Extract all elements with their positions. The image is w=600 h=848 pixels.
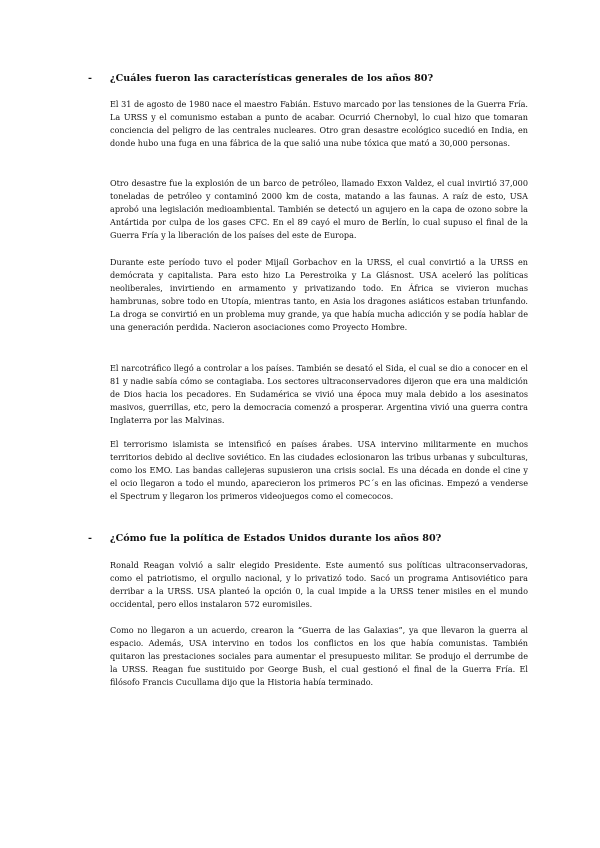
question-heading-text: ¿Cuáles fueron las características generales de los años 80? — [110, 73, 434, 84]
paragraph: Durante este período tuvo el poder Mijaíl Gorbachov en la URSS, el cual convirtió a la URSS en demócrata y capitalista. Para esto hizo La Perestroika y La Glásnost. USA aceleró las políticas neoliberales, invirtiendo en armamento y privatizando todo. En África se vivieron muchas hambrunas, sobre todo en Utopía, mientras tanto, en Asia los dragones asiáticos estaban triunfando. La droga se convirtió en un problema muy grande, ya que había mucha adicción y se podía hablar de una generación perdida. Nacieron asociaciones como Proyecto Hombre. — [110, 257, 528, 333]
paragraph: Ronald Reagan volvió a salir elegido Presidente. Este aumentó sus políticas ultraconservadoras, como el patriotismo, el orgullo nacional, y lo privatizó todo. Sacó un programa Antisoviético para derribar a la URSS. USA planteó la opción 0, la cual impide a la URSS tener misiles en el mundo occidental, pero ellos instalaron 572 euromisiles. — [110, 560, 528, 610]
bullet-dash: - — [88, 533, 92, 544]
paragraph: El terrorismo islamista se intensificó en países árabes. USA intervino militarmente en muchos territorios debido al declive soviético. En las ciudades eclosionaron las tribus urbanas y subculturas, como los EMO. Las bandas callejeras supusieron una crisis social. Es una década en donde el cine y el ocio llegaron a todo el mundo, aparecieron los primeros PC´s en las oficinas. Empezó a venderse el Spectrum y llegaron los primeros videojuegos como el comecocos. — [110, 439, 528, 502]
paragraph: Otro desastre fue la explosión de un barco de petróleo, llamado Exxon Valdez, el cual invirtió 37,000 toneladas de petróleo y contaminó 2000 km de costa, matando a las faunas. A raíz de esto, USA aprobó una legislación medioambiental. También se detectó un agujero en la capa de ozono sobre la Antártida por culpa de los gases CFC. En el 89 cayó el muro de Berlín, lo cual supuso el final de la Guerra Fría y la liberación de los países del este de Europa. — [110, 178, 528, 241]
question-heading-text: ¿Cómo fue la política de Estados Unidos durante los años 80? — [110, 533, 442, 544]
paragraph: Como no llegaron a un acuerdo, crearon la “Guerra de las Galaxias”, ya que llevaron la guerra al espacio. Además, USA intervino en todos los conflictos en los que había comunistas. También quitaron las prestaciones sociales para aumentar el presupuesto militar. Se produjo el derrumbe de la URSS. Reagan fue sustituido por George Bush, el cual gestionó el final de la Guerra Fría. El filósofo Francis Cucullama dijo que la Historia había terminado. — [110, 625, 528, 688]
paragraph: El narcotráfico llegó a controlar a los países. También se desató el Sida, el cual se dio a conocer en el 81 y nadie sabía cómo se contagiaba. Los sectores ultraconservadores dijeron que era una maldición de Dios hacia los pecadores. En Sudamérica se vivió una época muy mala debido a los asesinatos masivos, guerrillas, etc, pero la democracia comenzó a prosperar. Argentina vivió una guerra contra Inglaterra por las Malvinas. — [110, 363, 528, 426]
bullet-dash: - — [88, 73, 92, 84]
paragraph: El 31 de agosto de 1980 nace el maestro Fabián. Estuvo marcado por las tensiones de la Guerra Fría. La URSS y el comunismo estaban a punto de acabar. Ocurrió Chernobyl, lo cual hizo que tomaran conciencia del peligro de las centrales nucleares. Otro gran desastre ecológico sucedió en India, en donde hubo una fuga en una fábrica de la que salió una nube tóxica que mató a 30,000 personas. — [110, 99, 528, 149]
